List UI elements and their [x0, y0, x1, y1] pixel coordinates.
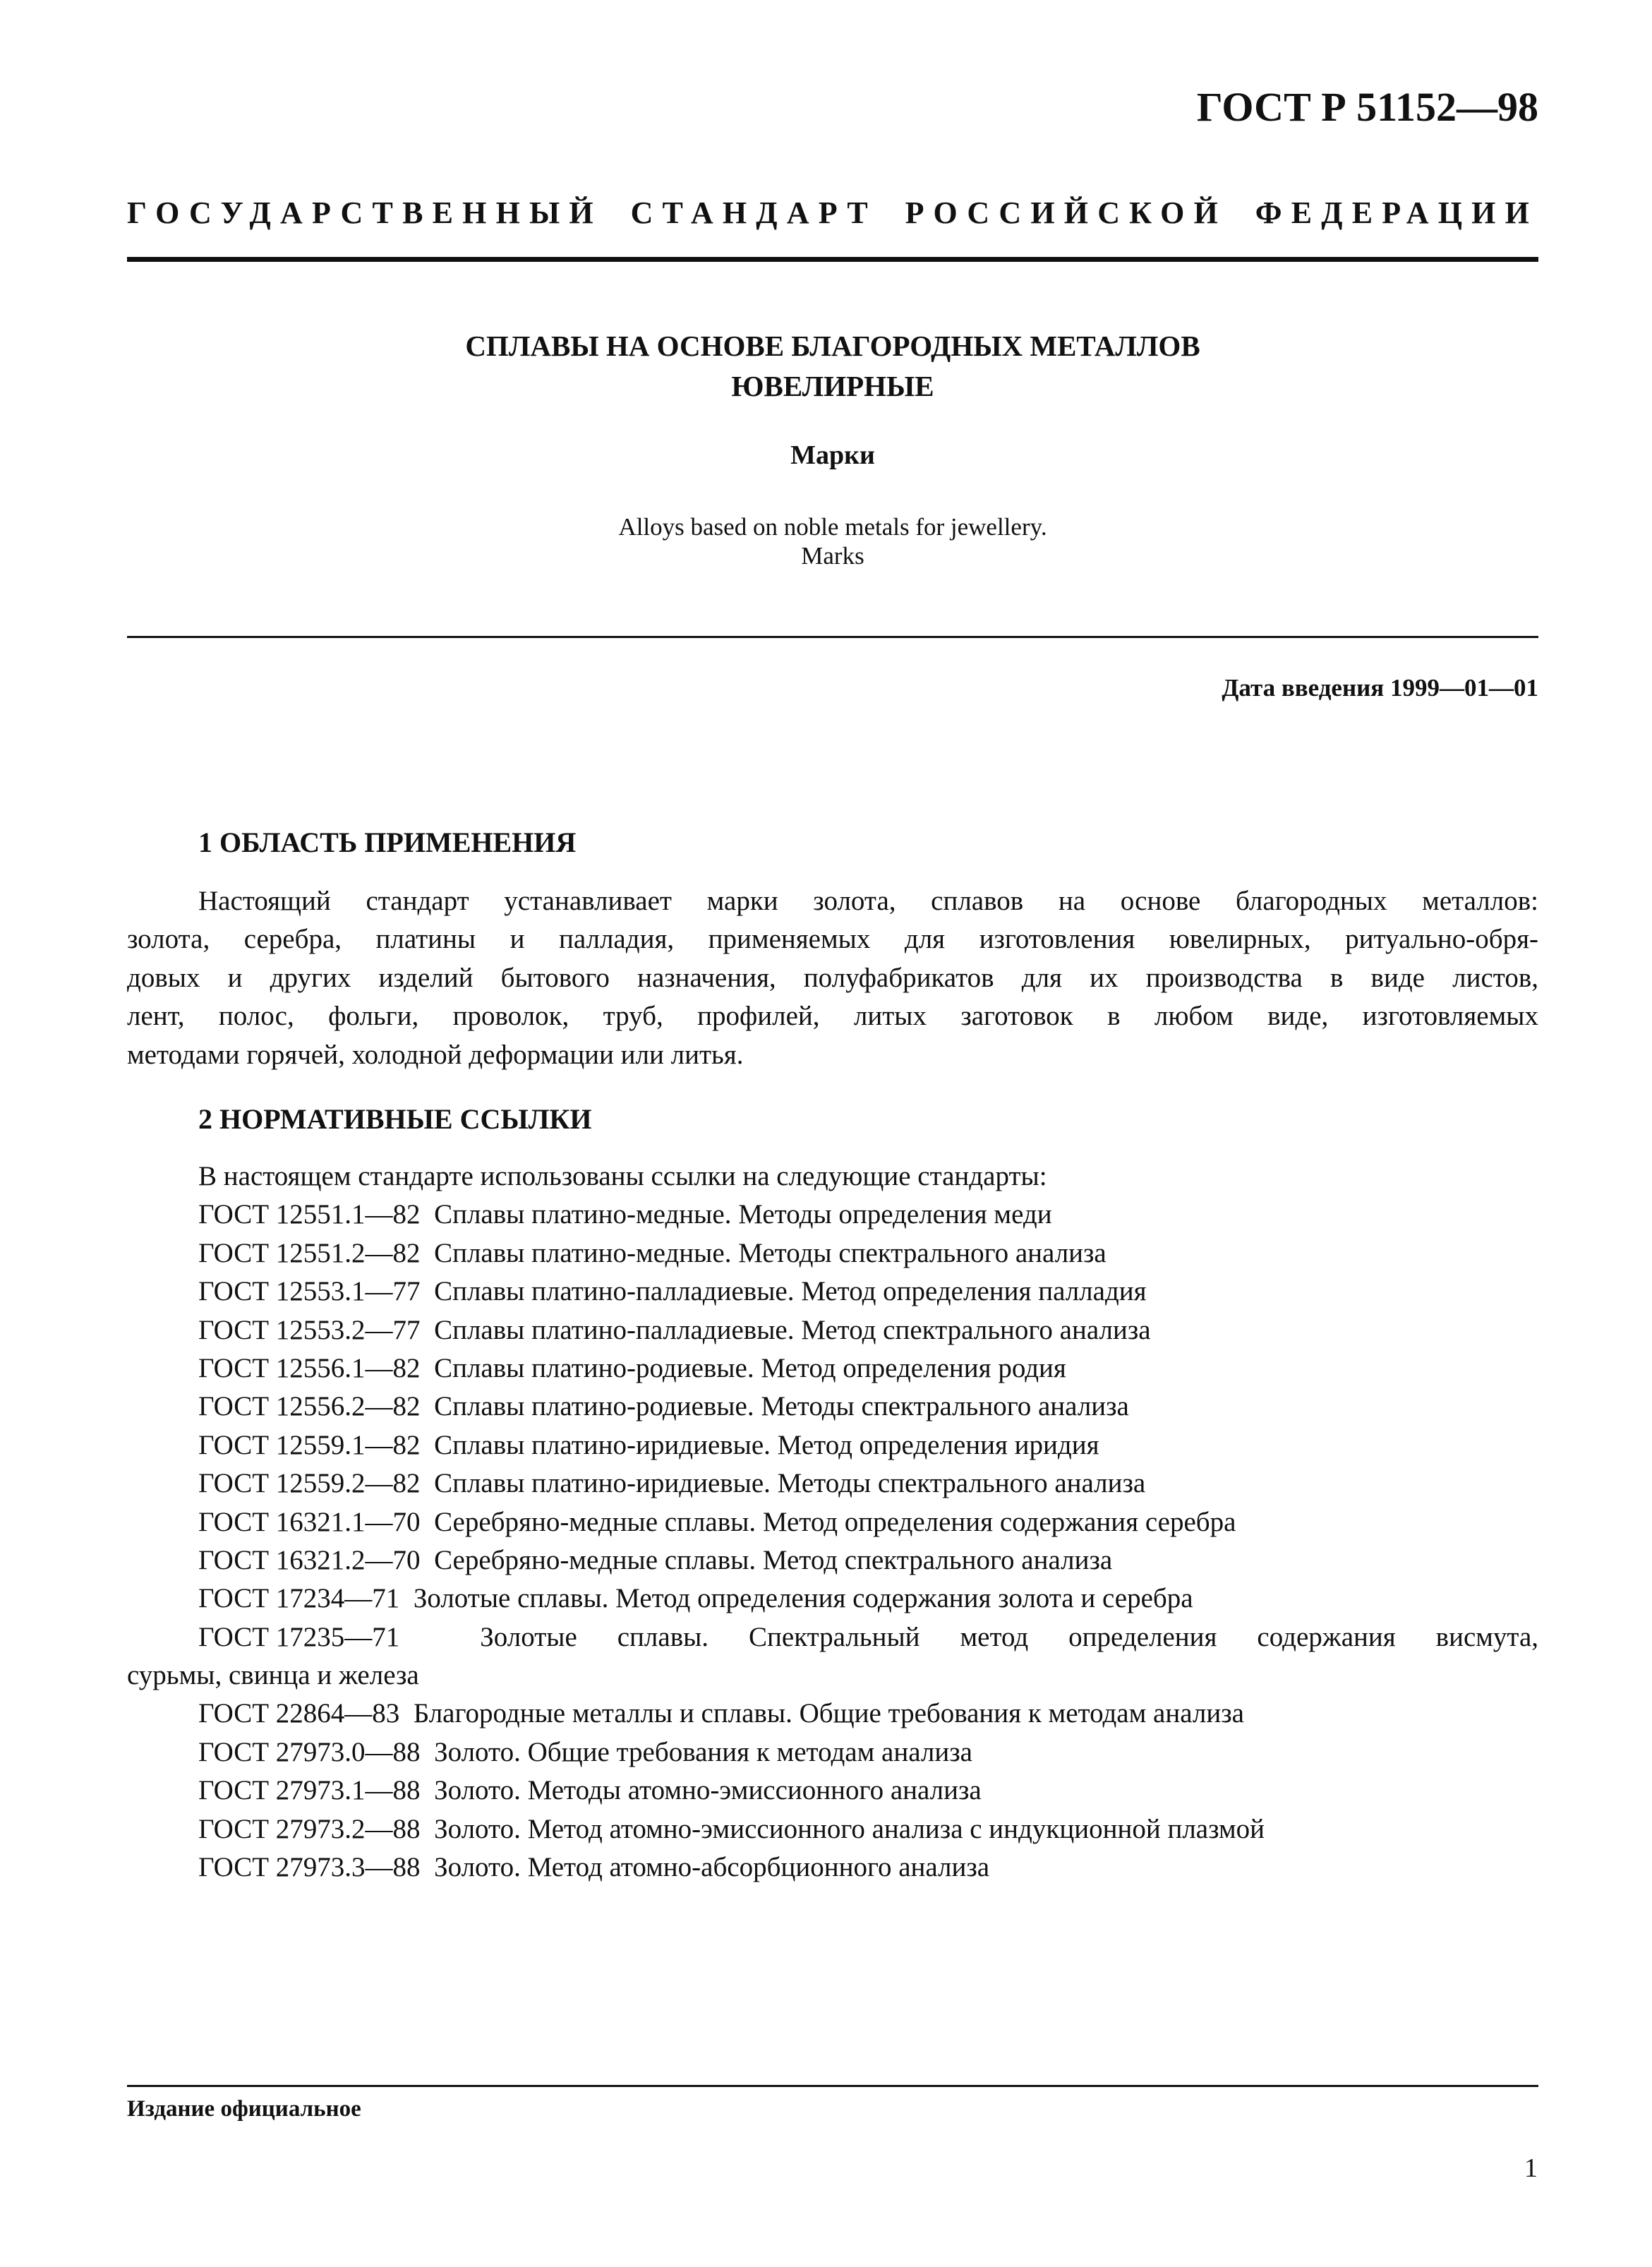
section-2-intro: В настоящем стандарте использованы ссылки на следующие стандарты: — [198, 1161, 1047, 1191]
section-1-heading: 1 ОБЛАСТЬ ПРИМЕНЕНИЯ — [198, 826, 577, 858]
reference-item — [127, 1426, 1538, 1465]
reference-item — [127, 1234, 1538, 1273]
reference-title: Золото. Общие требования к методам анализа — [434, 1736, 972, 1767]
reference-code: ГОСТ 12553.2—77 — [198, 1314, 421, 1345]
section-2-body — [127, 1157, 1538, 1887]
reference-item — [127, 1349, 1538, 1388]
reference-item — [127, 1503, 1538, 1541]
state-standard-heading: ГОСУДАРСТВЕННЫЙ СТАНДАРТ РОССИЙСКОЙ ФЕДЕРАЦИИ — [127, 196, 1538, 230]
paragraph-line: Настоящий стандарт устанавливает марки золота, сплавов на основе благородных металлов: — [198, 886, 1538, 916]
reference-item — [127, 1848, 1538, 1887]
reference-title: Сплавы платино-родиевые. Метод определения родия — [434, 1352, 1066, 1383]
reference-item — [127, 1772, 1538, 1810]
section-2-heading: 2 НОРМАТИВНЫЕ ССЫЛКИ — [198, 1103, 592, 1135]
reference-item — [127, 1541, 1538, 1580]
section-1-body — [127, 882, 1538, 1074]
reference-item — [127, 1733, 1538, 1772]
reference-code: ГОСТ 12551.2—82 — [198, 1237, 421, 1268]
reference-code: ГОСТ 27973.3—88 — [198, 1852, 421, 1883]
paragraph-line: довых и других изделий бытового назначения, полуфабрикатов для их производства в виде листов, — [127, 962, 1538, 993]
reference-title: Золото. Метод атомно-абсорбционного анализа — [434, 1852, 990, 1883]
reference-title: Сплавы платино-иридиевые. Методы спектрального анализа — [434, 1468, 1146, 1499]
subtitle: Марки — [790, 440, 875, 470]
reference-item — [127, 1695, 1538, 1733]
reference-title: Сплавы платино-иридиевые. Метод определения иридия — [434, 1429, 1099, 1460]
reference-code: ГОСТ 27973.1—88 — [198, 1775, 421, 1806]
reference-title: Сплавы платино-родиевые. Методы спектрального анализа — [434, 1391, 1129, 1422]
reference-title: Сплавы платино-палладиевые. Метод определения палладия — [434, 1276, 1147, 1307]
reference-title: Сплавы платино-палладиевые. Метод спектрального анализа — [434, 1314, 1151, 1345]
reference-code: ГОСТ 12551.1—82 — [198, 1199, 421, 1230]
reference-code: ГОСТ 12553.1—77 — [198, 1276, 421, 1307]
reference-title: Золото. Методы атомно-эмиссионного анализа — [434, 1775, 982, 1806]
reference-item — [127, 1580, 1538, 1618]
footer-rule — [127, 2085, 1538, 2087]
paragraph-line: лент, полос, фольги, проволок, труб, профилей, литых заготовок в любом виде, изготовляемых — [127, 1001, 1538, 1032]
reference-title: Серебряно-медные сплавы. Метод определения содержания серебра — [434, 1506, 1236, 1537]
reference-code: ГОСТ 16321.2—70 — [198, 1544, 421, 1575]
reference-title: Благородные металлы и сплавы. Общие требования к методам анализа — [413, 1698, 1244, 1729]
reference-item — [127, 1810, 1538, 1848]
date-of-introduction: Дата введения 1999—01—01 — [1222, 674, 1538, 702]
paragraph-line: методами горячей, холодной деформации или литья. — [127, 1039, 744, 1070]
paragraph-line: золота, серебра, платины и палладия, применяемых для изготовления ювелирных, ритуально-обря- — [127, 924, 1538, 955]
reference-code: ГОСТ 12559.2—82 — [198, 1468, 421, 1499]
reference-title: Золотые сплавы. Метод определения содержания золота и серебра — [413, 1583, 1193, 1614]
header-rule — [127, 257, 1538, 262]
title-line-2: ЮВЕЛИРНЫЕ — [731, 370, 934, 402]
reference-title: Золото. Метод атомно-эмиссионного анализа с индукционной плазмой — [434, 1813, 1265, 1844]
reference-item — [127, 1196, 1538, 1234]
reference-title: Сплавы платино-медные. Методы спектрального анализа — [434, 1237, 1107, 1268]
reference-code: ГОСТ 12556.1—82 — [198, 1352, 421, 1383]
reference-item — [127, 1388, 1538, 1426]
reference-item — [127, 1311, 1538, 1349]
reference-title: Сплавы платино-медные. Методы определения меди — [434, 1199, 1052, 1230]
reference-continuation: сурьмы, свинца и железа — [127, 1660, 419, 1691]
reference-code: ГОСТ 12559.1—82 — [198, 1429, 421, 1460]
title-line-1: СПЛАВЫ НА ОСНОВЕ БЛАГОРОДНЫХ МЕТАЛЛОВ — [465, 330, 1200, 362]
english-title-line-2: Marks — [801, 542, 864, 570]
reference-item — [127, 1465, 1538, 1503]
reference-code: ГОСТ 27973.2—88 — [198, 1813, 421, 1844]
reference-item — [127, 1618, 1538, 1656]
official-edition-label: Издание официальное — [127, 2096, 361, 2122]
reference-code: ГОСТ 16321.1—70 — [198, 1506, 421, 1537]
reference-title: Серебряно-медные сплавы. Метод спектрального анализа — [434, 1544, 1113, 1575]
reference-item — [127, 1273, 1538, 1311]
page-number: 1 — [1524, 2153, 1538, 2183]
reference-code: ГОСТ 22864—83 — [198, 1698, 400, 1729]
reference-title: Золотые сплавы. Спектральный метод определения содержания висмута, — [480, 1621, 1539, 1652]
english-title-line-1: Alloys based on noble metals for jewellery. — [618, 513, 1047, 541]
reference-code: ГОСТ 17234—71 — [198, 1583, 400, 1614]
reference-code: ГОСТ 12556.2—82 — [198, 1391, 421, 1422]
title-rule — [127, 636, 1538, 638]
reference-code: ГОСТ 17235—71 — [198, 1621, 400, 1652]
reference-code: ГОСТ 27973.0—88 — [198, 1736, 421, 1767]
document-number: ГОСТ Р 51152—98 — [1196, 84, 1538, 130]
